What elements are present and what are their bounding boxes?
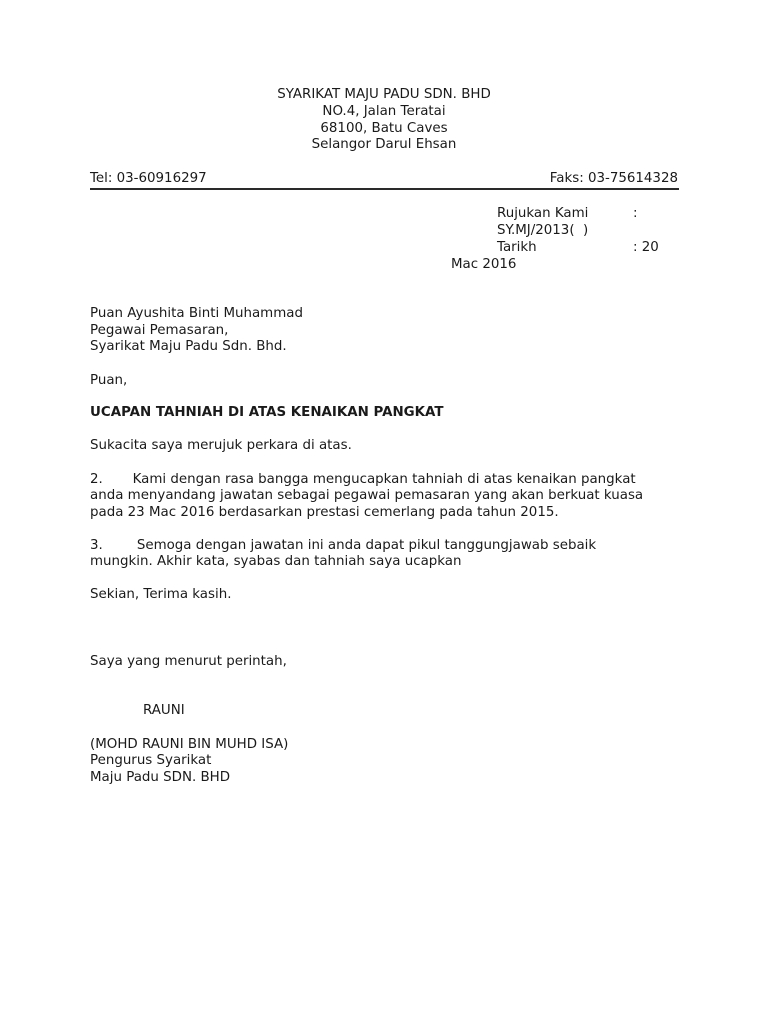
letterhead-divider [90, 188, 679, 190]
address-line-3: Selangor Darul Ehsan [311, 137, 457, 152]
fax: Faks: 03-75614328 [549, 171, 678, 186]
salutation: Puan, [90, 373, 128, 388]
signer-title-1: Pengurus Syarikat [90, 753, 212, 768]
signature: RAUNI [143, 703, 185, 718]
date-value: : 20 [633, 240, 659, 255]
paragraph-1: Sukacita saya merujuk perkara di atas. [90, 438, 352, 453]
signer-title-2: Maju Padu SDN. BHD [90, 770, 231, 785]
signer-name: (MOHD RAUNI BIN MUHD ISA) [90, 737, 289, 752]
closing-yours: Saya yang menurut perintah, [90, 654, 287, 669]
paragraph-2-line-2: anda menyandang jawatan sebagai pegawai pemasaran yang akan berkuat kuasa [90, 488, 644, 503]
address-line-1: NO.4, Jalan Teratai [322, 104, 446, 119]
telephone: Tel: 03-60916297 [90, 171, 207, 186]
paragraph-2-line-1: 2. Kami dengan rasa bangga mengucapkan tahniah di atas kenaikan pangkat [90, 472, 636, 487]
paragraph-3-line-1: 3. Semoga dengan jawatan ini anda dapat pikul tanggungjawab sebaik [90, 538, 597, 553]
paragraph-3-line-2: mungkin. Akhir kata, syabas dan tahniah saya ucapkan [90, 554, 462, 569]
date-label: Tarikh [497, 240, 537, 255]
recipient-company: Syarikat Maju Padu Sdn. Bhd. [90, 339, 287, 354]
paragraph-2-line-3: pada 23 Mac 2016 berdasarkan prestasi cemerlang pada tahun 2015. [90, 505, 559, 520]
address-line-2: 68100, Batu Caves [320, 121, 448, 136]
subject-heading: UCAPAN TAHNIAH DI ATAS KENAIKAN PANGKAT [90, 405, 444, 420]
reference-colon: : [633, 206, 638, 221]
reference-value: SY.MJ/2013( ) [497, 223, 589, 238]
recipient-name: Puan Ayushita Binti Muhammad [90, 306, 303, 321]
closing-thanks: Sekian, Terima kasih. [90, 587, 232, 602]
date-continuation: Mac 2016 [451, 257, 517, 272]
recipient-position: Pegawai Pemasaran, [90, 323, 229, 338]
company-name: SYARIKAT MAJU PADU SDN. BHD [277, 87, 491, 102]
reference-label: Rujukan Kami [497, 206, 589, 221]
